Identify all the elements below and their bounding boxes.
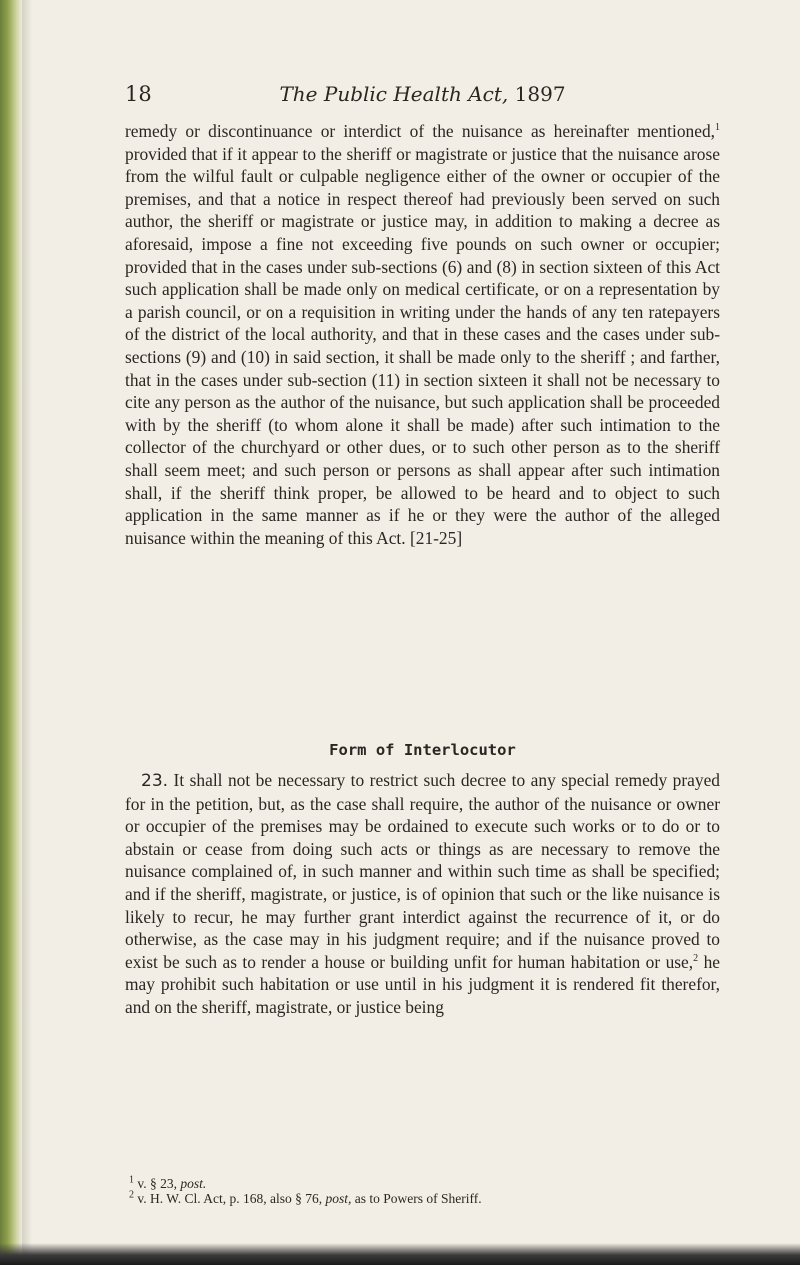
footnote-2: [125, 1191, 720, 1206]
body-paragraph: [125, 120, 720, 549]
footnote-2-italic: post,: [325, 1191, 352, 1206]
footnote-1-text: v. § 23,: [137, 1176, 181, 1191]
section-number: 23.: [141, 771, 169, 791]
body-text-part-a: remedy or discontinuance or interdict of the nuisance as hereinafter mentioned,: [125, 121, 715, 141]
footnote-1-mark: 1: [129, 1174, 134, 1186]
footnote-1-italic: post.: [180, 1176, 207, 1191]
gutter-shadow: [22, 0, 32, 1265]
footnotes: [125, 1176, 720, 1206]
section-text-part-b: he may prohibit such habitation or use until in his judgment it is rendered fit therefor, and on the sheriff, magistrate, or justice being: [125, 951, 720, 1017]
running-header: [125, 82, 720, 112]
footnote-ref-2: 2: [693, 952, 699, 964]
body-text-part-b: provided that if it appear to the sheriff or magistrate or justice that the nuisance arose from the wilful fault or culpable negligence either of the owner or occupier of the premises, and that a notice in respect thereof had previously been served on such author, the sheriff or magistrate or justice may, in addition to making a decree as aforesaid, impose a fine not exceeding five pounds on such owner or occupier; provided that in the cases under sub-sections (6) and (8) in section sixteen of this Act such application shall be made only on medical certificate, or on a representation by a parish council, or on a requisition in writing under the hands of any ten ratepayers of the district of the local authority, and that in these cases and the cases under sub-sections (9) and (10) in said section, it shall be made only to the sheriff ; and farther, that in the cases under sub-section (11) in section sixteen it shall not be necessary to cite any person as the author of the nuisance, but such application shall be proceeded with by the sheriff (to whom alone it shall be made) after such intimation to the collector of the churchyard or other dues, or to such other person as to the sheriff shall seem meet; and such person or persons as shall appear after such intimation shall, if the sheriff think proper, be allowed to be heard and to object to such application in the same manner as if he or they were the author of the alleged nuisance within the meaning of this Act. [21-25]: [125, 143, 720, 548]
footnote-2-tail: as to Powers of Sheriff.: [351, 1191, 482, 1206]
section-heading: Form of Interlocutor: [329, 741, 516, 759]
footnote-2-text: v. H. W. Cl. Act, p. 168, also § 76,: [137, 1191, 326, 1206]
footnote-ref-1: 1: [715, 122, 720, 134]
running-title-year: 1897: [514, 82, 566, 106]
page-bottom-edge: [0, 1243, 800, 1265]
book-binding-edge: [0, 0, 22, 1265]
footnote-2-mark: 2: [129, 1189, 134, 1201]
page-number: 18: [125, 82, 152, 106]
section-23: [125, 769, 720, 1019]
section-text-part-a: It shall not be necessary to restrict such decree to any special remedy prayed for in the petition, but, as the case shall require, the author of the nuisance or owner or occupier of the premises may be ordained to execute such works or to do or to abstain or cease from doing such acts or things as are necessary to remove the nuisance complained of, in such manner and within such time as shall be specified; and if the sheriff, magistrate, or justice, is of opinion that such or the like nuisance is likely to recur, he may further grant interdict against the recurrence of it, or do otherwise, as the case may in his judgment require; and if the nuisance proved to exist be such as to render a house or building unfit for human habitation or use,: [125, 770, 720, 972]
footnote-1: [125, 1176, 720, 1191]
running-title: [125, 82, 720, 106]
running-title-italic: The Public Health Act,: [279, 82, 509, 106]
